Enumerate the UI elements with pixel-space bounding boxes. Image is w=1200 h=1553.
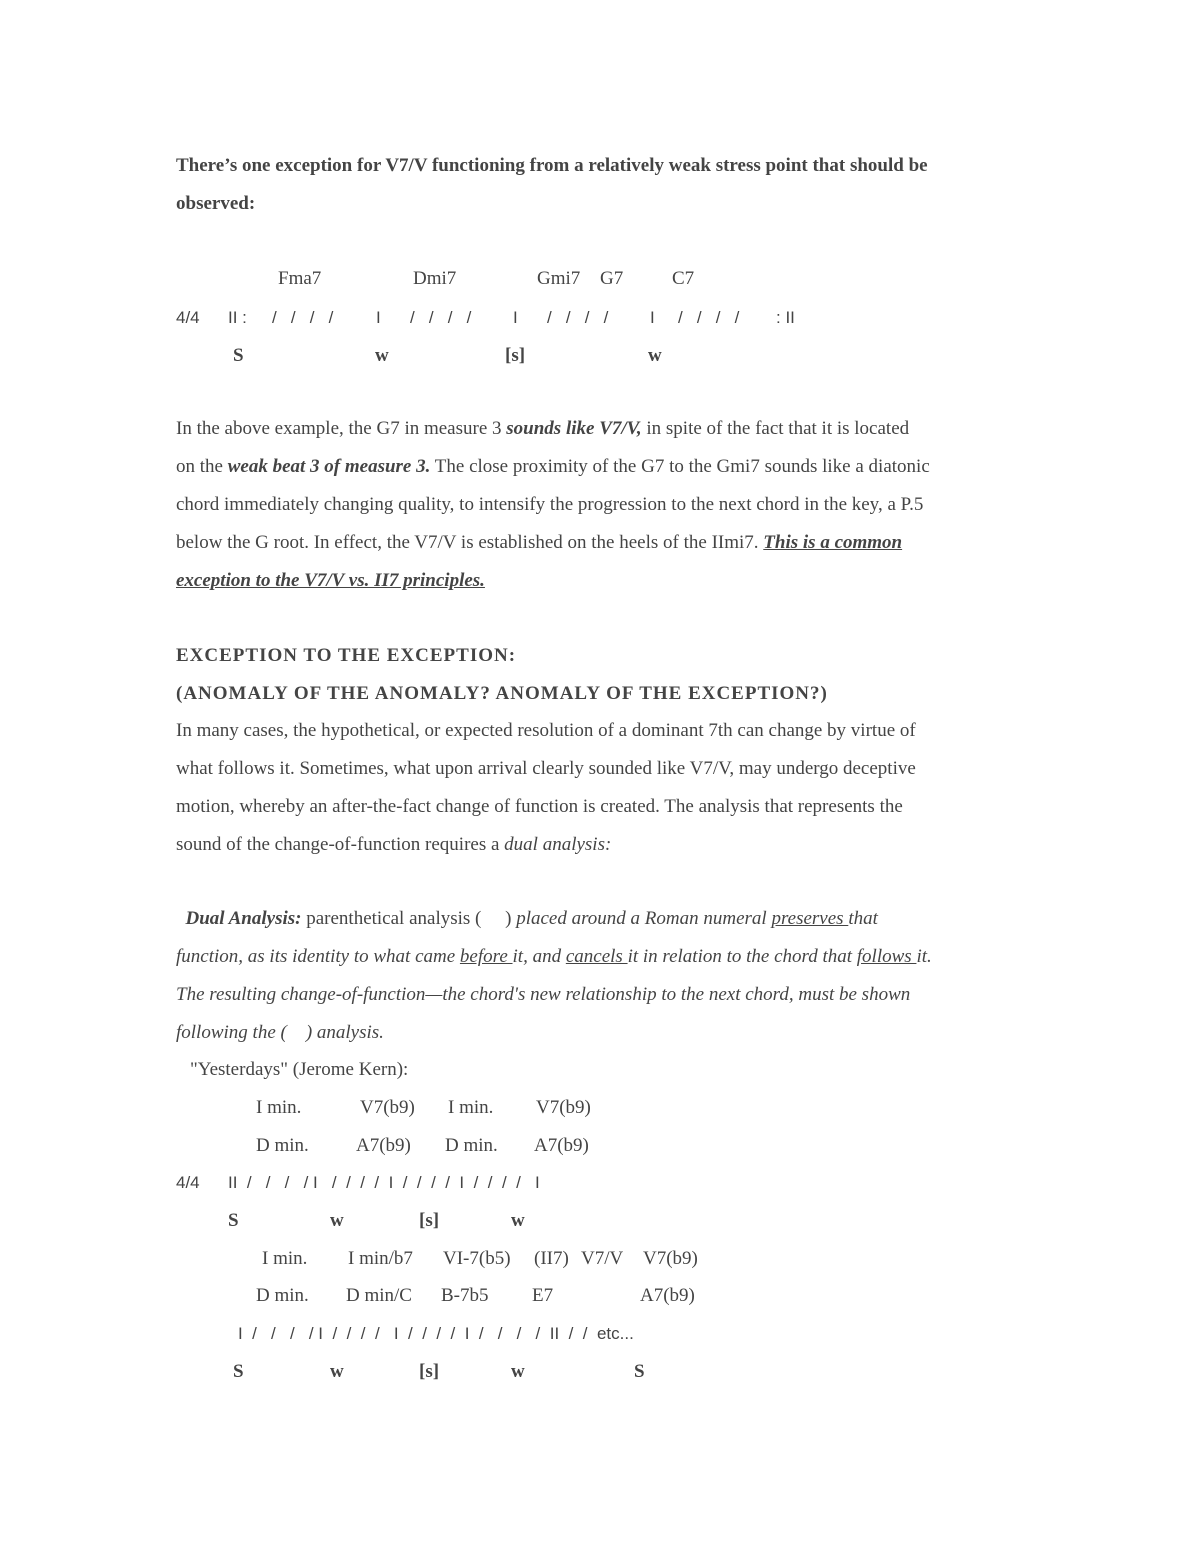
emphasis: This is a common	[763, 532, 903, 553]
barline-1: I	[376, 308, 381, 327]
text: sound of the change-of-function requires a	[176, 834, 505, 855]
text-line: The resulting change-of-function—the chord's new relationship to the next chord, must be shown	[176, 984, 911, 1005]
barline-2: I	[513, 308, 518, 327]
roman: I min.	[448, 1097, 494, 1118]
text: below the G root. In effect, the V7/V is established on the heels of the IImi7.	[176, 532, 764, 553]
stress-s-bracket: [s]	[505, 345, 526, 366]
repeat-end: : II	[776, 308, 795, 327]
text: on the	[176, 456, 228, 477]
stress-S: S	[233, 345, 244, 366]
stress: [s]	[419, 1210, 440, 1231]
text: it, and	[512, 946, 566, 967]
text: follows	[856, 946, 917, 967]
roman: I min/b7	[348, 1248, 413, 1269]
measure-1: / / / /	[272, 308, 334, 327]
roman: V7(b9)	[643, 1248, 698, 1269]
stress: [s]	[419, 1361, 440, 1382]
emphasis: weak beat 3 of measure 3.	[227, 456, 431, 477]
text-line: motion, whereby an after-the-fact change of function is created. The analysis that represents the	[176, 796, 903, 817]
stress: S	[233, 1361, 244, 1382]
paragraph-example-explanation	[176, 410, 1076, 600]
dual-analysis-definition	[176, 900, 1086, 1052]
chord: D min/C	[346, 1285, 412, 1306]
chord: A7(b9)	[356, 1135, 411, 1156]
heading-anomaly: (ANOMALY OF THE ANOMALY? ANOMALY OF THE EXCEPTION?)	[176, 683, 828, 704]
text: parenthetical analysis ( )	[301, 908, 517, 929]
text: function, as its identity to what came	[176, 946, 460, 967]
stress: w	[330, 1361, 344, 1382]
barline-3: I	[650, 308, 655, 327]
text: it in relation to the chord that	[627, 946, 857, 967]
emphasis: dual analysis:	[504, 834, 612, 855]
meter: 4/4	[176, 1173, 200, 1192]
text: it.	[916, 946, 932, 967]
text-line: following the ( ) analysis.	[176, 1022, 384, 1043]
rhythm-line-1: II / / / / I / / / / I / / / / I / / / / I	[228, 1173, 540, 1192]
chord: A7(b9)	[640, 1285, 695, 1306]
text-line: what follows it. Sometimes, what upon arrival clearly sounded like V7/V, may undergo deceptive	[176, 758, 916, 779]
text-line: In many cases, the hypothetical, or expected resolution of a dominant 7th can change by virtue of	[176, 720, 916, 741]
stress: w	[511, 1361, 525, 1382]
roman: (II7)	[534, 1248, 569, 1269]
chord-c7: C7	[672, 268, 695, 289]
roman: V7(b9)	[536, 1097, 591, 1118]
chord: E7	[532, 1285, 554, 1306]
chord: D min.	[445, 1135, 498, 1156]
roman: I min.	[256, 1097, 302, 1118]
text: placed around a Roman numeral	[516, 908, 772, 929]
stress: w	[330, 1210, 344, 1231]
chord-fma7: Fma7	[278, 268, 322, 289]
stress: S	[634, 1361, 645, 1382]
measure-3: / / / /	[547, 308, 609, 327]
text-line: chord immediately changing quality, to intensify the progression to the next chord in the key, a P.5	[176, 494, 924, 515]
intro-line-2: observed:	[176, 193, 256, 214]
roman: V7/V	[581, 1248, 624, 1269]
chord: D min.	[256, 1285, 309, 1306]
chord-gmi7: Gmi7	[537, 268, 581, 289]
text: that	[848, 908, 878, 929]
roman: VI-7(b5)	[443, 1248, 511, 1269]
text: The close proximity of the G7 to the Gmi7 sounds like a diatonic	[430, 456, 930, 477]
chord: D min.	[256, 1135, 309, 1156]
chord: A7(b9)	[534, 1135, 589, 1156]
meter: 4/4	[176, 308, 200, 327]
text: preserves	[771, 908, 849, 929]
chord-g7: G7	[600, 268, 624, 289]
stress-w: w	[375, 345, 389, 366]
song-title: "Yesterdays" (Jerome Kern):	[190, 1059, 409, 1080]
chord-dmi7: Dmi7	[413, 268, 457, 289]
roman: V7(b9)	[360, 1097, 415, 1118]
intro-line-1: There’s one exception for V7/V functioning from a relatively weak stress point that should be	[176, 155, 928, 176]
stress: S	[228, 1210, 239, 1231]
term: Dual Analysis:	[185, 908, 302, 929]
paragraph-dual-analysis-intro	[176, 712, 1076, 864]
text: in spite of the fact that it is located	[641, 418, 910, 439]
measure-4: / / / /	[678, 308, 740, 327]
text: before	[459, 946, 513, 967]
heading-exception: EXCEPTION TO THE EXCEPTION:	[176, 645, 517, 666]
stress-w-2: w	[648, 345, 662, 366]
chord: B-7b5	[441, 1285, 489, 1306]
text: In the above example, the G7 in measure 3	[176, 418, 507, 439]
roman: I min.	[262, 1248, 308, 1269]
text: cancels	[565, 946, 628, 967]
stress: w	[511, 1210, 525, 1231]
repeat-start: II :	[228, 308, 247, 327]
measure-2: / / / /	[410, 308, 472, 327]
emphasis: sounds like V7/V,	[506, 418, 642, 439]
emphasis-line: exception to the V7/V vs. II7 principles.	[176, 570, 485, 591]
rhythm-line-2: I / / / / I / / / / I / / / / I / / / / II / / etc...	[238, 1324, 634, 1343]
